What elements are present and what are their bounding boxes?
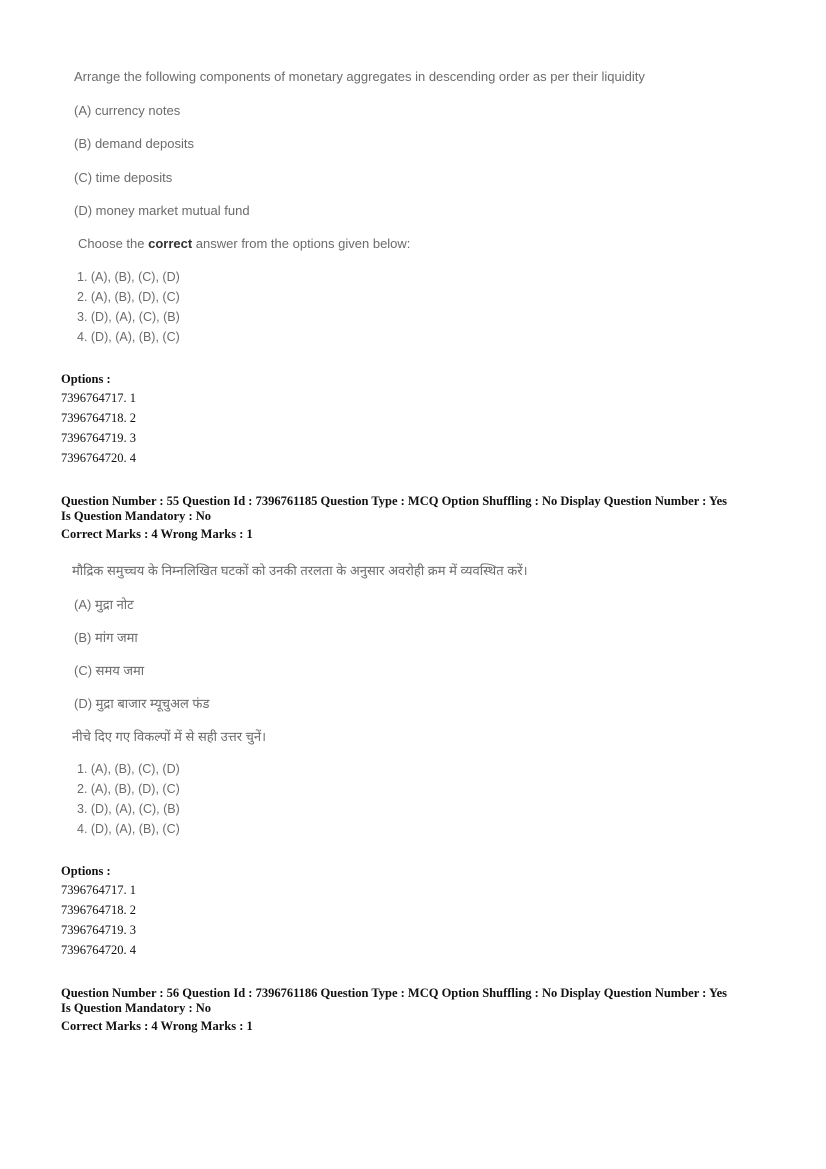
question-55-mandatory: Is Question Mandatory : No <box>61 509 212 523</box>
item-a: (A) currency notes <box>74 103 181 118</box>
options-label: Options : <box>61 864 111 878</box>
item-b: (B) मांग जमा <box>74 630 138 645</box>
choice-4: 4. (D), (A), (B), (C) <box>77 822 180 836</box>
option-id: 7396764720. 4 <box>61 451 136 465</box>
instruction: Choose the correct answer from the options given below: <box>78 236 411 251</box>
choice-3: 3. (D), (A), (C), (B) <box>77 310 180 324</box>
question-55-header: Question Number : 55 Question Id : 7396761185 Question Type : MCQ Option Shuffling : No Display Question Number : Yes <box>61 494 728 508</box>
question-56-marks: Correct Marks : 4 Wrong Marks : 1 <box>61 1019 253 1033</box>
question-stem-hindi: मौद्रिक समुच्चय के निम्नलिखित घटकों को उनकी तरलता के अनुसार अवरोही क्रम में व्यवस्थित करें। <box>72 563 528 578</box>
option-id: 7396764717. 1 <box>61 883 136 897</box>
options-label: Options : <box>61 372 111 386</box>
item-d: (D) मुद्रा बाजार म्यूचुअल फंड <box>74 696 210 711</box>
option-id: 7396764719. 3 <box>61 923 136 937</box>
item-c: (C) time deposits <box>74 170 173 185</box>
question-55-marks: Correct Marks : 4 Wrong Marks : 1 <box>61 527 253 541</box>
item-b: (B) demand deposits <box>74 136 194 151</box>
question-56-mandatory: Is Question Mandatory : No <box>61 1001 212 1015</box>
choice-1: 1. (A), (B), (C), (D) <box>77 762 180 776</box>
choice-3: 3. (D), (A), (C), (B) <box>77 802 180 816</box>
item-c: (C) समय जमा <box>74 663 145 678</box>
option-id: 7396764720. 4 <box>61 943 136 957</box>
choice-2: 2. (A), (B), (D), (C) <box>77 290 180 304</box>
choice-4: 4. (D), (A), (B), (C) <box>77 330 180 344</box>
item-a: (A) मुद्रा नोट <box>74 597 134 612</box>
question-stem: Arrange the following components of monetary aggregates in descending order as per their liquidity <box>74 69 645 84</box>
option-id: 7396764717. 1 <box>61 391 136 405</box>
question-56-header: Question Number : 56 Question Id : 7396761186 Question Type : MCQ Option Shuffling : No Display Question Number : Yes <box>61 986 728 1000</box>
option-id: 7396764719. 3 <box>61 431 136 445</box>
option-id: 7396764718. 2 <box>61 903 136 917</box>
option-id: 7396764718. 2 <box>61 411 136 425</box>
item-d: (D) money market mutual fund <box>74 203 250 218</box>
choice-1: 1. (A), (B), (C), (D) <box>77 270 180 284</box>
instruction-hindi: नीचे दिए गए विकल्पों में से सही उत्तर चुनें। <box>72 729 267 744</box>
choice-2: 2. (A), (B), (D), (C) <box>77 782 180 796</box>
